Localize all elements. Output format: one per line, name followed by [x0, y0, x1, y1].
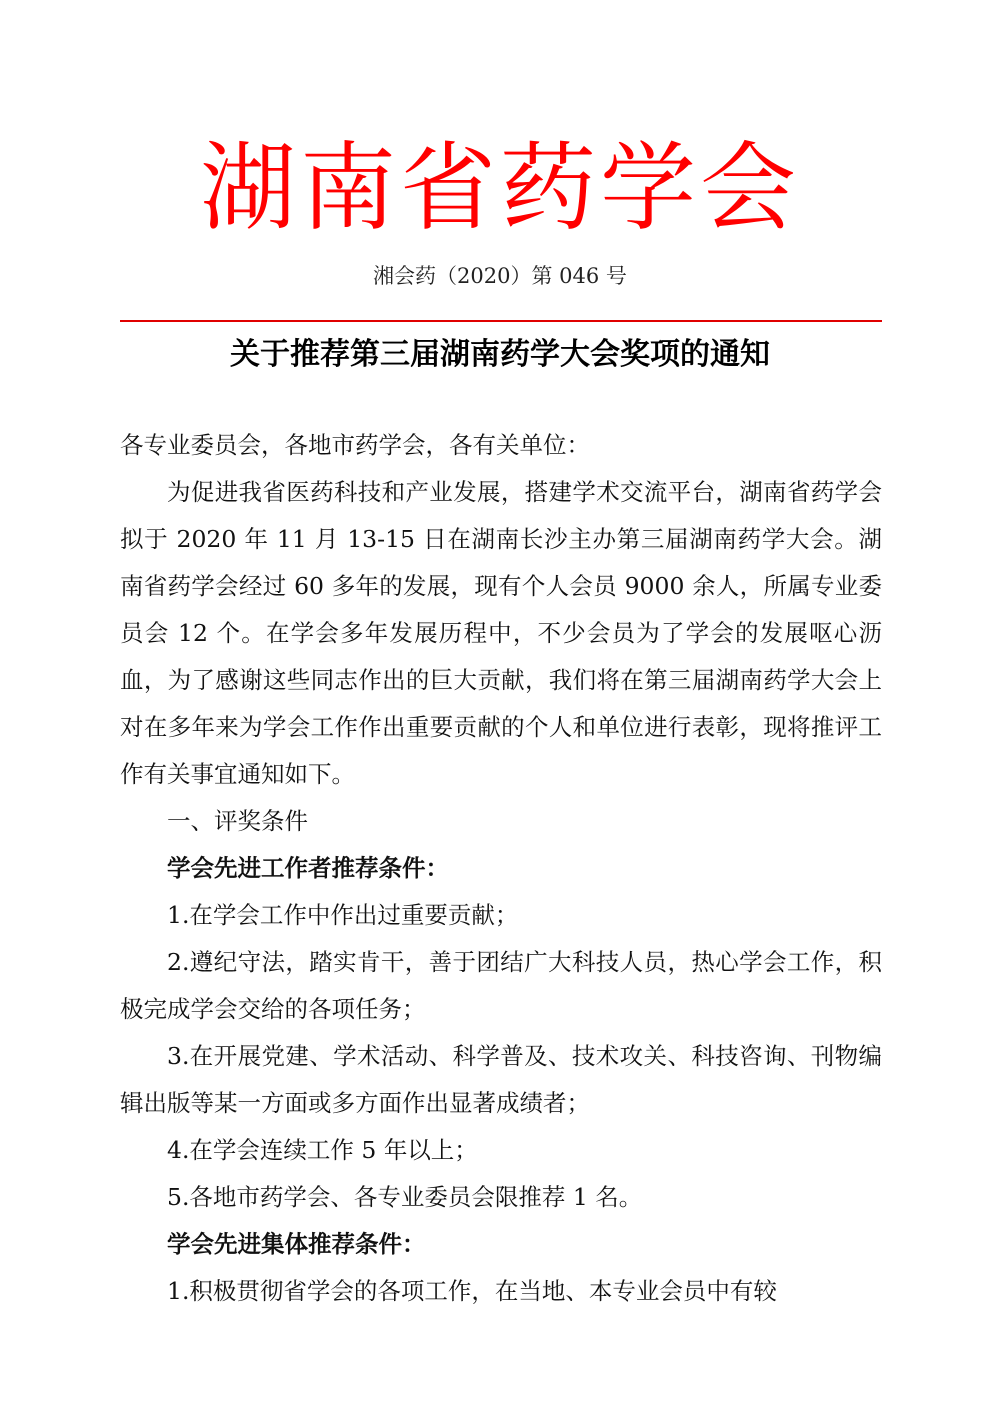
- notice-body: [120, 422, 882, 1315]
- list-item: 4.在学会连续工作 5 年以上；: [167, 1136, 478, 1164]
- red-divider-line: [120, 320, 882, 322]
- section-heading-award-criteria: 一、评奖条件: [167, 807, 308, 835]
- list-item: 5.各地市药学会、各专业委员会限推荐 1 名。: [167, 1183, 643, 1211]
- document-number: 湘会药（2020）第 046 号: [373, 264, 627, 288]
- advanced-group-criteria-heading: 学会先进集体推荐条件：: [167, 1230, 426, 1258]
- list-item: 2.遵纪守法，踏实肯干，善于团结广大科技人员，热心学会工作，积极完成学会交给的各项任务；: [120, 948, 882, 1023]
- list-item: 1.积极贯彻省学会的各项工作，在当地、本专业会员中有较: [167, 1277, 777, 1305]
- advanced-worker-criteria-heading: 学会先进工作者推荐条件：: [167, 854, 449, 882]
- intro-paragraph: 为促进我省医药科技和产业发展，搭建学术交流平台，湖南省药学会拟于 2020 年 11 月 13-15 日在湖南长沙主办第三届湖南药学大会。湖南省药学会经过 60 多年的发展，现有个人会员 9000 余人，所属专业委员会 12 个。在学会多年发展历程中，不少会员为了学会的发展呕心沥血，为了感谢这些同志作出的巨大贡献，我们将在第三届湖南药学大会上对在多年来为学会工作作出重要贡献的个人和单位进行表彰，现将推评工作有关事宜通知如下。: [120, 478, 882, 788]
- notice-title: 关于推荐第三届湖南药学大会奖项的通知: [230, 337, 770, 372]
- list-item: 3.在开展党建、学术活动、科学普及、技术攻关、科技咨询、刊物编辑出版等某一方面或多方面作出显著成绩者；: [120, 1042, 882, 1117]
- list-item: 1.在学会工作中作出过重要贡献；: [167, 901, 519, 929]
- organization-letterhead: 湖南省药学会: [200, 132, 800, 244]
- salutation: 各专业委员会，各地市药学会，各有关单位：: [120, 431, 590, 459]
